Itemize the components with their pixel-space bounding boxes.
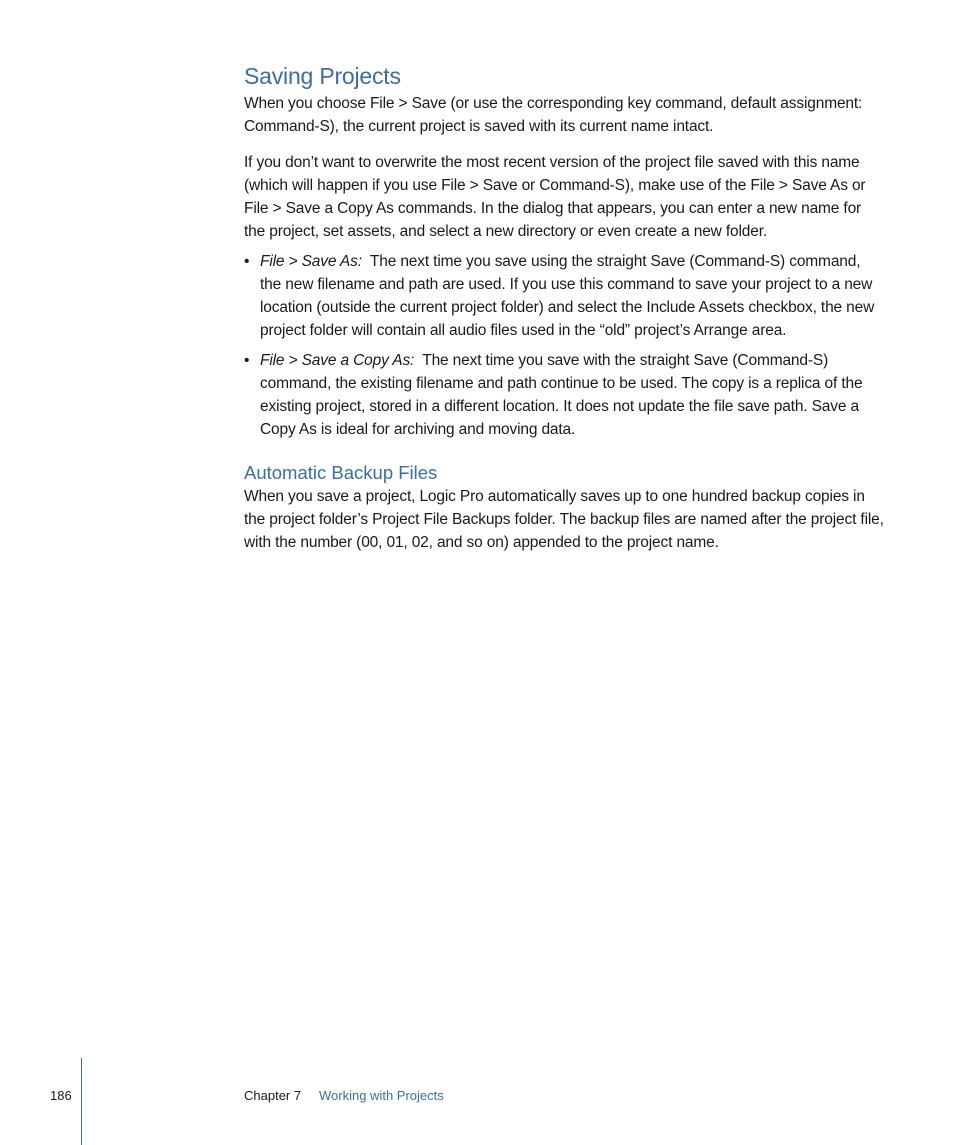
menu-path-label: File > Save As: bbox=[260, 253, 362, 270]
chapter-title: Working with Projects bbox=[319, 1088, 444, 1103]
page-content bbox=[244, 60, 884, 554]
list-item-text: The next time you save with the straight Save (Command-S) command, the existing filename and path continue to be used. The copy is a replica of the existing project, stored in a different location. It does not update the file save path. Save a Copy As is ideal for archiving and moving data. bbox=[260, 352, 863, 438]
page-footer bbox=[0, 1086, 954, 1106]
body-paragraph: When you save a project, Logic Pro automatically saves up to one hundred backup copies in the project folder’s Project File Backups folder. The backup files are named after the project file, with the number (00, 01, 02, and so on) appended to the project name. bbox=[244, 488, 884, 551]
subsection-title: Automatic Backup Files bbox=[244, 462, 438, 483]
body-paragraph: If you don’t want to overwrite the most recent version of the project file saved with this name (which will happen if you use File > Save or Command-S), make use of the File > Save As or File > Save a Copy As commands. In the dialog that appears, you can enter a new name for the project, set assets, and select a new directory or even create a new folder. bbox=[244, 154, 866, 240]
bullet-list bbox=[244, 250, 884, 441]
page-number: 186 bbox=[50, 1088, 72, 1103]
menu-path-label: File > Save a Copy As: bbox=[260, 352, 415, 369]
chapter-label: Chapter 7 bbox=[244, 1088, 302, 1103]
bullet-mark: • bbox=[244, 253, 250, 270]
list-item-text: The next time you save using the straight Save (Command-S) command, the new filename and path are used. If you use this command to save your project to a new location (outside the current project folder) and select the Include Assets checkbox, the new project folder will contain all audio files used in the “old” project’s Arrange area. bbox=[260, 253, 875, 339]
section-title: Saving Projects bbox=[244, 63, 401, 89]
body-paragraph: When you choose File > Save (or use the corresponding key command, default assignment: Command-S), the current project is saved with its current name intact. bbox=[244, 95, 863, 135]
list-item bbox=[244, 250, 884, 342]
list-item bbox=[244, 349, 884, 441]
bullet-mark: • bbox=[244, 352, 250, 369]
